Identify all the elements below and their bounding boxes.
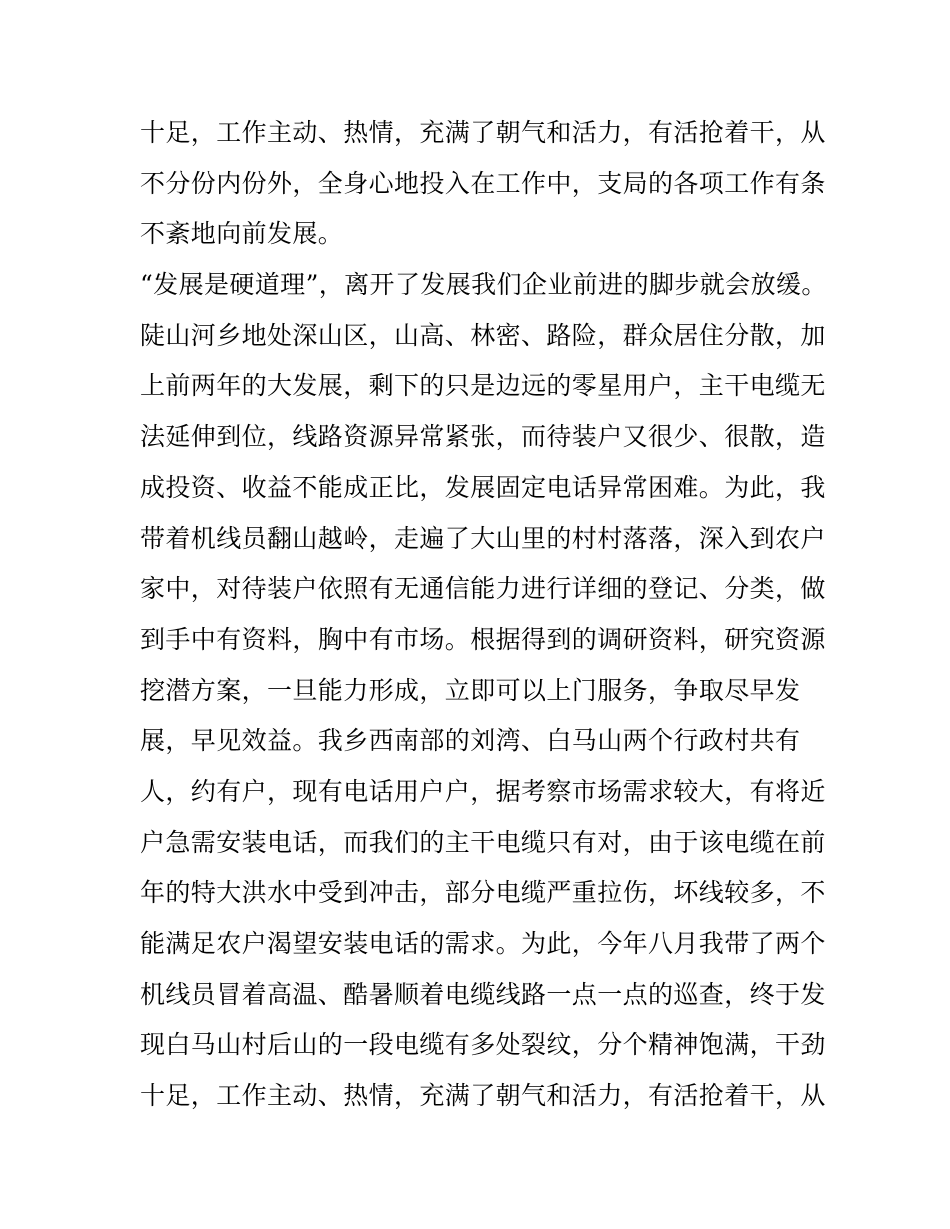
text-line: 机线员冒着高温、酷暑顺着电缆线路一点一点的巡查，终于发 (140, 979, 826, 1009)
text-line: 不紊地向前发展。 (140, 219, 344, 249)
text-line: 陡山河乡地处深山区，山高、林密、路险，群众居住分散，加 (140, 320, 826, 350)
text-line: 人，约有户，现有电话用户户，据考察市场需求较大，有将近 (140, 776, 826, 806)
text-line: 带着机线员翻山越岭，走遍了大山里的村村落落，深入到农户 (140, 523, 826, 553)
text-line: 成投资、收益不能成正比，发展固定电话异常困难。为此，我 (140, 472, 826, 502)
text-line: 现白马山村后山的一段电缆有多处裂纹，分个精神饱满，干劲 (140, 1030, 826, 1060)
text-line: 展，早见效益。我乡西南部的刘湾、白马山两个行政村共有 (140, 726, 801, 756)
text-line: 十足，工作主动、热情，充满了朝气和活力，有活抢着干，从 (140, 118, 826, 147)
text-line: 不分份内份外，全身心地投入在工作中，支局的各项工作有条 (140, 168, 826, 198)
text-line: 户急需安装电话，而我们的主干电缆只有对，由于该电缆在前 (140, 827, 826, 857)
text-line: “发展是硬道理”，离开了发展我们企业前进的脚步就会放缓。 (140, 270, 827, 300)
text-line: 到手中有资料，胸中有市场。根据得到的调研资料，研究资源 (140, 624, 826, 654)
text-line: 年的特大洪水中受到冲击，部分电缆严重拉伤，坏线较多，不 (140, 878, 826, 908)
text-line: 十足，工作主动、热情，充满了朝气和活力，有活抢着干，从 (140, 1081, 826, 1111)
body-text (140, 108, 827, 1122)
text-line: 法延伸到位，线路资源异常紧张，而待装户又很少、很散，造 (140, 422, 826, 452)
text-line: 能满足农户渴望安装电话的需求。为此，今年八月我带了两个 (140, 929, 826, 958)
text-line: 上前两年的大发展，剩下的只是边远的零星用户，主干电缆无 (140, 371, 826, 401)
text-line: 挖潜方案，一旦能力形成，立即可以上门服务，争取尽早发 (140, 675, 801, 705)
text-line: 家中，对待装户依照有无通信能力进行详细的登记、分类，做 (140, 574, 826, 604)
